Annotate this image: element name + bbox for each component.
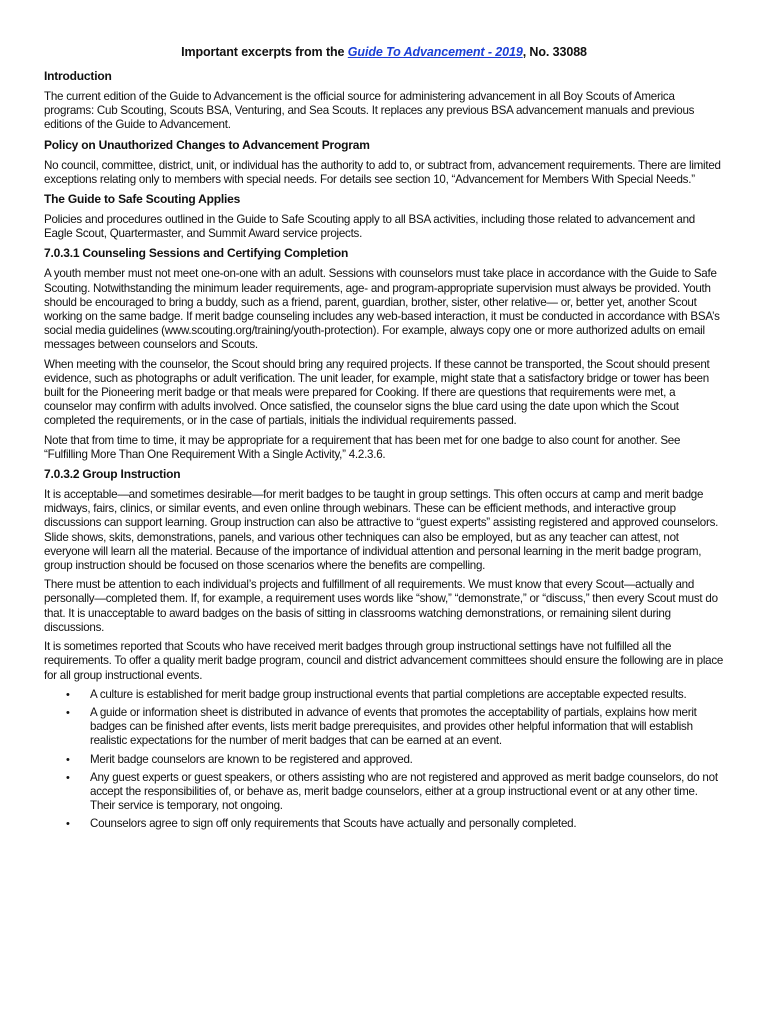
list-item-text: Any guest experts or guest speakers, or others assisting who are not registered and approved as merit badge counselors, do not accept the responsibilities of, or behave as, merit badge counselors, either at a group instructional event or at any other time. Their service is temporary, not ongoing. — [90, 770, 718, 813]
safe-scouting-paragraph: Policies and procedures outlined in the Guide to Safe Scouting apply to all BSA activities, including those related to advancement and Eagle Scout, Quartermaster, and Summit Award service projects. — [44, 213, 695, 241]
title-prefix: Important excerpts from the — [181, 45, 348, 59]
list-item — [44, 817, 724, 831]
list-item-text: A culture is established for merit badge group instructional events that partial completions are acceptable expected results. — [90, 687, 687, 701]
group-paragraph-1: It is acceptable—and sometimes desirable—for merit badges to be taught in group settings. This often occurs at camp and merit badge midways, fairs, clinics, or similar events, and even online through webinars. These can be efficient methods, and interactive group discussions can support learning. Group instruction can also be attractive to “guest experts” assisting registered and approved counselors. Slide shows, skits, demonstrations, panels, and various other techniques can also be employed, but as any teacher can attest, not everyone will learn all the material. Because of the importance of individual attention and personal learning in the merit badge program, group instruction should be focused on those scenarios where the benefits are compelling. — [44, 488, 719, 573]
bullet-icon: • — [66, 688, 70, 701]
section-heading-policy: Policy on Unauthorized Changes to Advancement Program — [44, 137, 370, 152]
section-heading-group-instruction: 7.0.3.2 Group Instruction — [44, 467, 181, 482]
policy-paragraph: No council, committee, district, unit, or individual has the authority to add to, or subtract from, advancement requirements. There are limited exceptions relating only to members with special needs. For details see section 10, “Advancement for Members With Special Needs.” — [44, 158, 721, 186]
list-item — [44, 688, 724, 702]
guide-to-advancement-link[interactable]: Guide To Advancement - 2019 — [347, 45, 523, 59]
section-heading-safe-scouting: The Guide to Safe Scouting Applies — [44, 192, 241, 207]
list-item — [44, 771, 724, 814]
introduction-paragraph: The current edition of the Guide to Advancement is the official source for administering advancement in all Boy Scouts of America programs: Cub Scouting, Scouts BSA, Venturing, and Sea Scouts. It replaces any previous BSA advancement manuals and previous editions of the Guide to Advancement. — [44, 90, 695, 132]
document-title — [44, 44, 724, 60]
title-suffix: , No. 33088 — [522, 45, 587, 59]
counseling-paragraph-3: Note that from time to time, it may be appropriate for a requirement that has been met for one badge to also count for another. See “Fulfilling More Than One Requirement With a Single Activity,” 4.2.3.6. — [44, 433, 681, 461]
group-paragraph-2: There must be attention to each individual’s projects and fulfillment of all requirements. We must know that every Scout—actually and personally—completed them. If, for example, a requirement uses words like “show,” “demonstrate,” or “discuss,” then every Scout must do that. It is unacceptable to award badges on the basis of sitting in classrooms watching demonstrations, or remaining silent during discussions. — [44, 578, 718, 634]
section-heading-counseling: 7.0.3.1 Counseling Sessions and Certifying Completion — [44, 246, 349, 261]
bullet-icon: • — [66, 771, 70, 784]
list-item — [44, 706, 724, 749]
group-paragraph-3: It is sometimes reported that Scouts who have received merit badges through group instructional settings have not fulfilled all the requirements. To offer a quality merit badge program, council and district advancement committees should ensure the following are in place for all group instructional events. — [44, 640, 724, 682]
section-heading-introduction: Introduction — [44, 69, 112, 83]
counseling-paragraph-2: When meeting with the counselor, the Scout should bring any required projects. If these cannot be transported, the Scout should present evidence, such as photographs or adult verification. The unit leader, for example, might state that a satisfactory bridge or tower has been built for the Pioneering merit badge or that meals were prepared for Cooking. If there are questions that requirements were met, a counselor may confirm with adults involved. Once satisfied, the counselor signs the blue card using the date upon which the Scout completed the requirements, or in the case of partials, initials the individual requirements passed. — [44, 357, 710, 428]
bullet-icon: • — [66, 818, 70, 831]
requirements-list — [44, 688, 724, 832]
bullet-icon: • — [66, 706, 70, 719]
bullet-icon: • — [66, 753, 70, 766]
list-item-text: Merit badge counselors are known to be registered and approved. — [90, 752, 413, 766]
list-item-text: A guide or information sheet is distributed in advance of events that promotes the acceptability of partials, explains how merit badges can be finished after events, lists merit badge prerequisites, and provides other helpful information that will establish realistic expectations for the number of merit badges that can be earned at an event. — [90, 705, 697, 748]
list-item-text: Counselors agree to sign off only requirements that Scouts have actually and personally completed. — [90, 817, 577, 831]
list-item — [44, 753, 724, 767]
counseling-paragraph-1: A youth member must not meet one-on-one with an adult. Sessions with counselors must take place in accordance with the Guide to Safe Scouting. Notwithstanding the minimum leader requirements, age- and program-appropriate supervision must always be provided. Youth should be encouraged to bring a buddy, such as a friend, parent, guardian, brother, sister, other relative— or, better yet, another Scout working on the same badge. If merit badge counseling includes any web-based interaction, it must be conducted in accordance with BSA’s social media guidelines (www.scouting.org/training/youth-protection). For example, always copy one or more authorized adults on email messages between counselors and Scouts. — [44, 267, 720, 352]
